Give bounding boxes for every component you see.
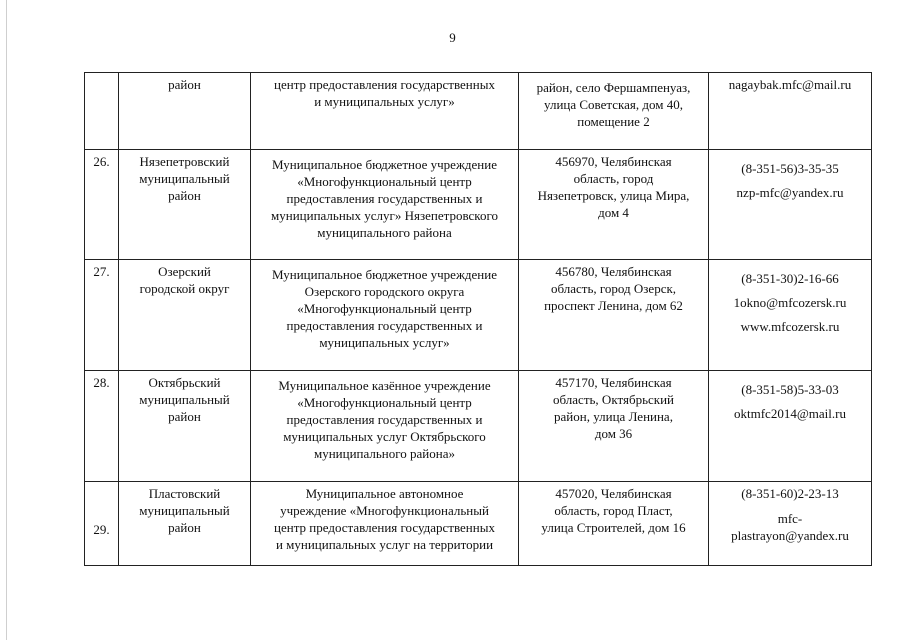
email-link[interactable]: mfc- [777,511,803,526]
organization-line: и муниципальных услуг» [314,94,455,109]
address-cell [519,371,709,482]
district-line: район [168,520,201,535]
address-line: помещение 2 [577,114,650,129]
table-row [85,73,872,150]
organization-line: Муниципальное бюджетное учреждение [272,157,497,172]
organization-line: и муниципальных услуг на территории [275,537,494,552]
organization-line: предоставления государственных и [286,318,483,333]
district-line: муниципальный [139,171,230,186]
address-cell [519,73,709,150]
address-line: улица Строителей, дом 16 [541,520,686,535]
page-edge-line [6,0,7,640]
organization-line: «Многофункциональный центр [297,301,472,316]
district-line: район [168,77,201,92]
address-line: 457020, Челябинская [555,486,672,501]
address-line: дом 36 [594,426,633,441]
district-line: Пластовский [148,486,221,501]
organization-cell [251,482,519,566]
organization-line: предоставления государственных и [286,191,483,206]
row-number-cell [85,73,119,150]
district-cell [119,150,251,260]
organization-line: муниципальных услуг Октябрьского [283,429,486,444]
organization-cell [251,371,519,482]
contacts-cell [709,371,872,482]
address-cell [519,150,709,260]
organization-cell [251,260,519,371]
phone-number: (8-351-58)5-33-03 [741,382,839,397]
address-cell [519,260,709,371]
district-cell [119,260,251,371]
address-line: область, Октябрьский [553,392,674,407]
organization-line: «Многофункциональный центр [297,174,472,189]
email-link[interactable]: plastrayon@yandex.ru [731,528,849,543]
organization-line: Муниципальное казённое учреждение [278,378,491,393]
phone-number: (8-351-56)3-35-35 [741,161,839,176]
address-cell [519,482,709,566]
district-line: район [168,409,201,424]
organization-line: муниципальных услуг» Нязепетровского [271,208,498,223]
address-line: 457170, Челябинская [555,375,672,390]
table-row [85,150,872,260]
row-number-cell: 27. [85,260,119,371]
organization-line: центр предоставления государственных [274,520,495,535]
contacts-cell [709,73,872,150]
district-line: Озерский [158,264,211,279]
district-line: район [168,188,201,203]
organization-cell [251,150,519,260]
address-line: проспект Ленина, дом 62 [544,298,683,313]
district-line: муниципальный [139,392,230,407]
organization-line: учреждение «Многофункциональный [280,503,489,518]
email-link[interactable]: 1okno@mfcozersk.ru [733,295,847,310]
contacts-cell [709,260,872,371]
organization-cell [251,73,519,150]
organization-line: Озерского городского округа [304,284,465,299]
district-cell [119,73,251,150]
district-cell [119,371,251,482]
page-number: 9 [449,30,456,45]
row-number-cell: 28. [85,371,119,482]
address-line: район, улица Ленина, [554,409,673,424]
address-line: улица Советская, дом 40, [544,97,683,112]
phone-number: (8-351-30)2-16-66 [741,271,839,286]
contacts-cell [709,150,872,260]
district-cell [119,482,251,566]
email-link[interactable]: nzp-mfc@yandex.ru [736,185,844,200]
phone-number: (8-351-60)2-23-13 [741,486,839,501]
organization-line: муниципального района [317,225,452,240]
district-line: Октябрьский [148,375,221,390]
address-line: область, город Пласт, [554,503,673,518]
organization-line: центр предоставления государственных [274,77,495,92]
organization-line: муниципальных услуг» [319,335,450,350]
address-line: 456780, Челябинская [555,264,672,279]
district-line: городской округ [139,281,230,296]
district-line: Нязепетровский [139,154,230,169]
organization-line: Муниципальное бюджетное учреждение [272,267,497,282]
mfc-registry-table [84,72,872,566]
organization-line: предоставления государственных и [286,412,483,427]
table-row [85,260,872,371]
row-number-cell: 29. [85,482,119,566]
contacts-cell [709,482,872,566]
table-row [85,482,872,566]
address-line: область, город [573,171,654,186]
address-line: область, город Озерск, [550,281,677,296]
address-line: район, село Фершампенуаз, [536,80,691,95]
address-line: дом 4 [598,205,629,220]
address-line: 456970, Челябинская [555,154,672,169]
row-number-cell: 26. [85,150,119,260]
email-link[interactable]: nagaybak.mfc@mail.ru [728,77,852,92]
district-line: муниципальный [139,503,230,518]
organization-line: муниципального района» [314,446,455,461]
address-line: Нязепетровск, улица Мира, [537,188,690,203]
organization-line: Муниципальное автономное [305,486,464,501]
table-row [85,371,872,482]
website-link[interactable]: www.mfcozersk.ru [740,319,840,334]
email-link[interactable]: oktmfc2014@mail.ru [734,406,846,421]
organization-line: «Многофункциональный центр [297,395,472,410]
